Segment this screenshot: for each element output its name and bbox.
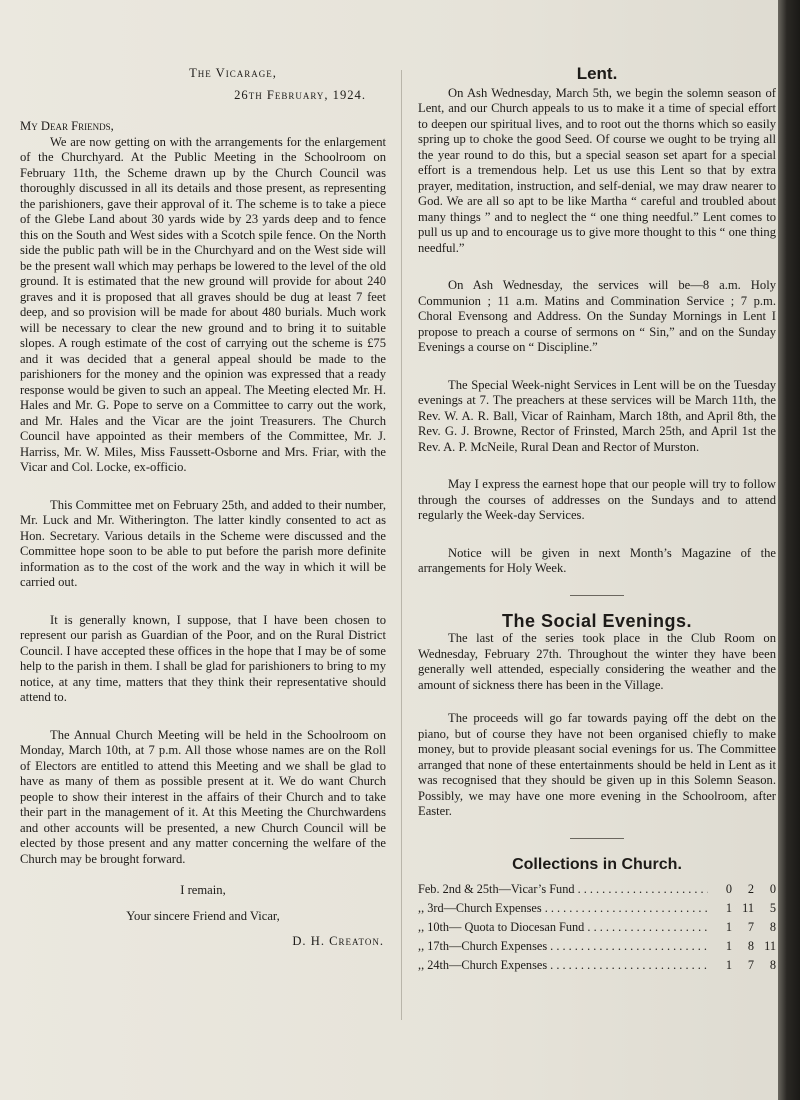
right-column — [418, 66, 776, 977]
lent-paragraph-services: On Ash Wednesday, the services will be—8 a.m. Holy Communion ; 11 a.m. Matins and Commination Service ; 7 p.m. Choral Evensong and Address. On the Sunday Mornings in Lent I propose to preach a course of sermons on “ Sin,” and on the Sunday Evenings a course on “ Discipline.” — [418, 278, 776, 354]
collection-shillings: 8 — [747, 939, 754, 953]
collection-pounds: 1 — [725, 920, 732, 934]
social-paragraph-proceeds: The proceeds will go far towards paying off the debt on the piano, but of course they have not been organised chiefly to make money, but to provide pleasant social evenings for us. The Committee arranged that none of these entertainments should be held in Lent as it was recognised that they should be given up in this Solemn Season. Possibly, we may have one more evening in the Schoolroom, after Easter. — [418, 711, 776, 818]
leader-dots — [547, 958, 708, 972]
lent-paragraph-ash-wednesday: On Ash Wednesday, March 5th, we begin the solemn season of Lent, and our Church appeals to us to make it a time of special effort to deepen our spiritual lives, and to root out the thorns which so easily spring up to choke the good Seed. Of course we ought to be trying all the year round to do this, but a special season set apart for a special effort is a tremendous help. Let us use this Lent so that by extra prayer, meditation, instruction, and self-denial, we may draw nearer to God. We are all so apt to be like Martha “ careful and troubled about many things ” and to neglect the “ one thing needful.” Lent comes to pull us up and to encourage us to give more thought to this “ one thing needful.” — [418, 85, 776, 255]
collection-description: ,, 10th— Quota to Diocesan Fund — [418, 920, 585, 934]
letter-paragraph-churchyard: We are now getting on with the arrangements for the enlargement of the Churchyard. At the Public Meeting in the Schoolroom on February 11th, the Scheme drawn up by the Church Council was thoroughly discussed in all its details and those present, as representing the parishioners, gave their approval of it. The scheme is to take a piece of the Glebe Land about 30 yards wide by 23 yards deep and to fence this on the South and West sides with a Scotch spile fence. On the North side the public path will be in the Churchyard and on the West side will be the present wall which may perhaps be lowered to the level of the old ground. It is estimated that the new ground will provide for about 240 graves and it is proposed that all graves should be dug at least 7 feet deep, and so provision will be made for about 480 burials. Much work will be necessary to clear the new ground and to bring it to suitable slopes. A rough estimate of the cost of carrying out the scheme is £75 and it was decided that a general appeal should be made to the parishioners for the money and the opinion was expressed that a ready response would be given to such an appeal. The Meeting elected Mr. H. Hales and Mr. G. Pope to serve on a Committee to carry out the work, and Mr. Hales and the Vicar are the joint Treasurers. The Church Council have appointed as their members of the Committee, Mr. J. Harriss, Mr. W. Miles, Miss Faussett-Osborne and Mrs. Friar, with the Vicar and Col. Locke, ex-officio. — [20, 134, 386, 474]
lent-heading: Lent. — [576, 64, 618, 83]
collections-heading: Collections in Church. — [512, 855, 682, 873]
collection-shillings: 11 — [742, 901, 754, 915]
collection-pounds: 1 — [725, 958, 732, 972]
letter-paragraph-committee: This Committee met on February 25th, and added to their number, Mr. Luck and Mr. Witherington. The latter kindly consented to act as Hon. Secretary. Various details in the Scheme were discussed and the Committee hope soon to be able to put before the parish more definite information as to the cost of the work and the way in which it will be carried out. — [20, 497, 386, 589]
lent-paragraph-holy-week: Notice will be given in next Month’s Magazine of the arrangements for Holy Week. — [418, 545, 776, 575]
lent-paragraph-week-night: The Special Week-night Services in Lent will be on the Tuesday evenings at 7. The preachers at these services will be March 11th, the Rev. W. A. R. Ball, Vicar of Rainham, March 18th, and April 8th, the Rev. G. J. Browne, Rector of Frinsted, March 25th, and April 1st the Rev. A. P. McNeile, Rural Dean and Rector of Murston. — [418, 377, 776, 454]
table-row — [418, 939, 776, 958]
letter-signature: D. H. Creaton. — [292, 934, 384, 948]
collection-description: ,, 24th—Church Expenses — [418, 958, 548, 972]
collection-description: ,, 17th—Church Expenses — [418, 939, 548, 953]
book-spine — [778, 0, 800, 1100]
table-row — [418, 958, 776, 977]
collection-pounds: 1 — [725, 939, 732, 953]
table-row — [418, 901, 776, 920]
collections-table — [418, 882, 776, 977]
leader-dots — [584, 920, 708, 934]
table-row — [418, 920, 776, 939]
collection-pence: 0 — [769, 882, 776, 896]
letter-paragraph-annual-meeting: The Annual Church Meeting will be held in the Schoolroom on Monday, March 10th, at 7 p.m. All those whose names are on the Roll of Electors are entitled to attend this Meeting and we shall be glad to have as many of them as possible present at it. We do want Church people to show their interest in the affairs of their Church and to take their part in the management of it. At this Meeting the Churchwardens and other accounts will be presented, a new Church Council will be elected by those present and any matter concerning the welfare of the Church may be brought forward. — [20, 727, 386, 866]
collection-pence: 5 — [769, 901, 776, 915]
section-rule — [570, 595, 624, 596]
letter-date: 26th February, 1924. — [234, 87, 366, 102]
collection-description: ,, 3rd—Church Expenses — [418, 901, 542, 915]
collection-shillings: 7 — [747, 920, 754, 934]
collection-pence: 11 — [764, 939, 776, 953]
social-paragraph-last-series: The last of the series took place in the Club Room on Wednesday, February 27th. Throughout the winter they have been generally well attended, especially considering the weather and the amount of sickness there has been in the Village. — [418, 631, 776, 692]
collection-description: Feb. 2nd & 25th—Vicar’s Fund — [418, 882, 575, 896]
leader-dots — [542, 901, 708, 915]
lent-paragraph-hope: May I express the earnest hope that our people will try to follow through the courses of addresses on the Sundays and to attend regularly the Week-day Services. — [418, 477, 776, 522]
leader-dots — [547, 939, 708, 953]
collection-shillings: 7 — [747, 958, 754, 972]
collection-pence: 8 — [769, 920, 776, 934]
section-rule-2 — [570, 838, 624, 839]
collection-pounds: 0 — [725, 882, 732, 896]
letter-closing: I remain, — [180, 883, 226, 897]
letter-address: The Vicarage, — [189, 66, 277, 80]
social-evenings-heading: The Social Evenings. — [501, 610, 693, 631]
collection-shillings: 2 — [747, 882, 754, 896]
vicar-letter-column — [20, 66, 386, 950]
collection-pence: 8 — [769, 958, 776, 972]
collection-pounds: 1 — [725, 901, 732, 915]
table-row — [418, 882, 776, 901]
letter-closing-friend: Your sincere Friend and Vicar, — [126, 908, 280, 923]
letter-salutation: My Dear Friends, — [20, 119, 114, 133]
leader-dots — [575, 882, 709, 896]
column-divider — [401, 70, 402, 1020]
letter-paragraph-guardian: It is generally known, I suppose, that I have been chosen to represent our parish as Guardian of the Poor, and on the Rural District Council. I have accepted these offices in the hope that I may be of some help to the parish in them. I shall be glad for parishioners to bring to my notice, at any time, matters that they think their representative should attend to. — [20, 612, 386, 704]
